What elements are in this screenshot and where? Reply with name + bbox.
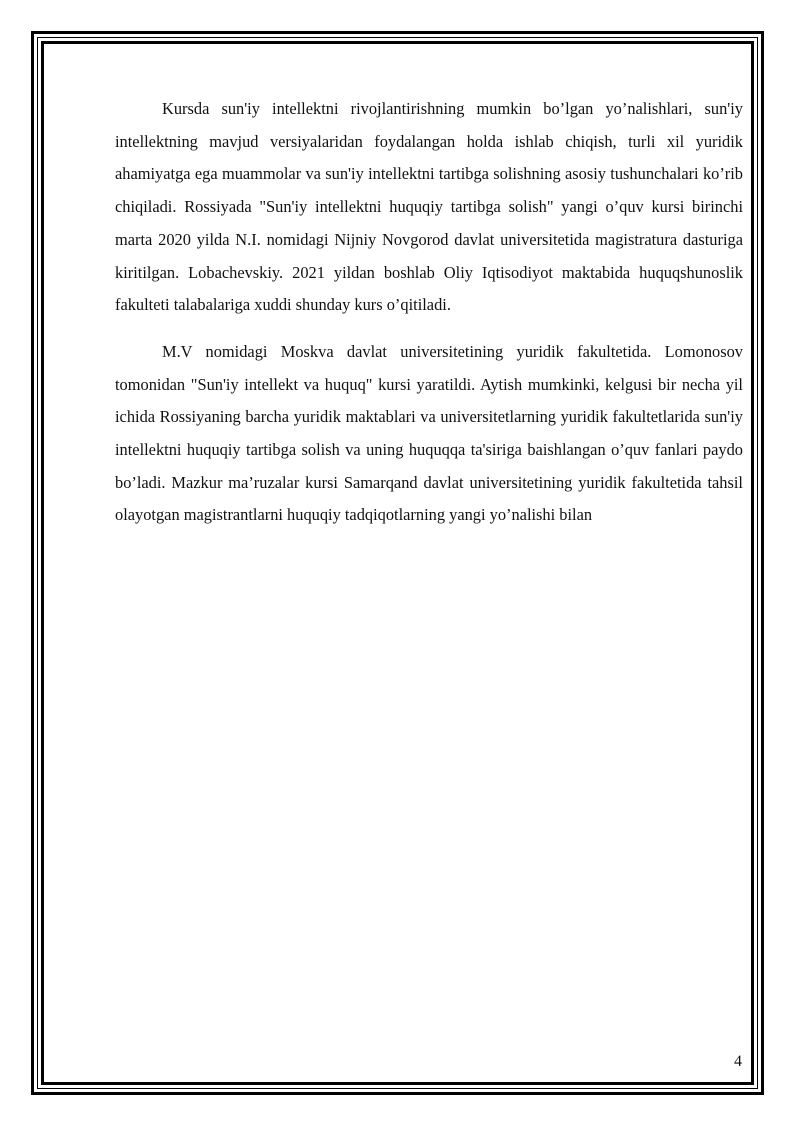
paragraph-2: M.V nomidagi Moskva davlat universitetining yuridik fakultetida. Lomonosov tomonidan "Sun'iy intellekt va huquq" kursi yaratildi. Aytish mumkinki, kelgusi bir necha yil ichida Rossiyaning barcha yuridik maktablari va universitetlarning yuridik fakultetlarida sun'iy intellektni huquqiy tartibga solish va uning huquqqa ta'siriga baishlangan o’quv fanlari paydo bo’ladi. Mazkur ma’ruzalar kursi Samarqand davlat universitetining yuridik fakultetida tahsil olayotgan magistrantlarni huquqiy tadqiqotlarning yangi yo’nalishi bilan [115, 341, 743, 525]
paragraph-1: Kursda sun'iy intellektni rivojlantirishning mumkin bo’lgan yo’nalishlari, sun'iy intellektning mavjud versiyalaridan foydalangan holda ishlab chiqish, turli xil yuridik ahamiyatga ega muammolar va sun'iy intellektni tartibga solishning asosiy tushunchalari ko’rib chiqiladi. Rossiyada "Sun'iy intellektni huquqiy tartibga solish" yangi o’quv kursi birinchi marta 2020 yilda N.I. nomidagi Nijniy Novgorod davlat universitetida magistratura dasturiga kiritilgan. Lobachevskiy. 2021 yildan boshlab Oliy Iqtisodiyot maktabida huquqshunoslik fakulteti talabalariga xuddi shunday kurs o’qitiladi. [115, 99, 743, 315]
page-number: 4 [734, 1053, 742, 1070]
document-body [115, 93, 743, 532]
